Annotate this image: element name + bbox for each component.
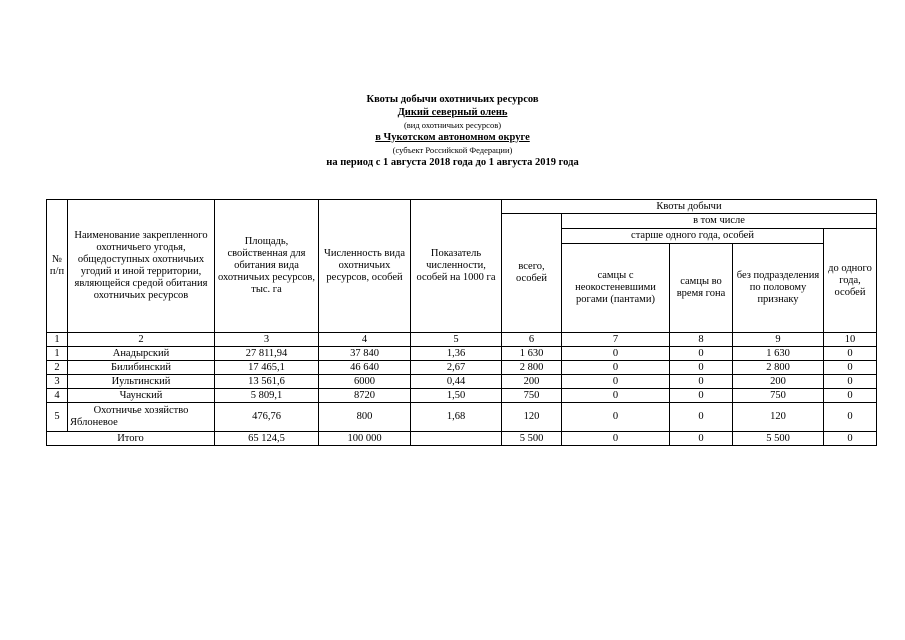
row-population: 8720 (319, 389, 411, 403)
table-row (47, 389, 877, 403)
totals-total: 5 500 (502, 432, 562, 446)
row-c7: 0 (562, 361, 670, 375)
row-population: 800 (319, 403, 411, 432)
header-no-sex: без подразделения по половому признаку (733, 244, 824, 333)
quota-table (46, 199, 877, 446)
row-density: 2,67 (411, 361, 502, 375)
row-c10: 0 (824, 347, 877, 361)
totals-c9: 5 500 (733, 432, 824, 446)
row-c10: 0 (824, 375, 877, 389)
column-number-row (47, 333, 877, 347)
totals-c8: 0 (670, 432, 733, 446)
document-header (0, 94, 905, 169)
totals-population: 100 000 (319, 432, 411, 446)
table-row (47, 375, 877, 389)
row-c7: 0 (562, 403, 670, 432)
col-number: 9 (733, 333, 824, 347)
totals-label: Итого (47, 432, 215, 446)
header-under-year: до одного года, особей (824, 229, 877, 333)
row-c8: 0 (670, 403, 733, 432)
header-males-rut: самцы во время гона (670, 244, 733, 333)
col-number: 7 (562, 333, 670, 347)
row-c8: 0 (670, 389, 733, 403)
col-number: 3 (215, 333, 319, 347)
row-name: Билибинский (68, 361, 215, 375)
row-num: 3 (47, 375, 68, 389)
col-number: 8 (670, 333, 733, 347)
row-name: Иультинский (68, 375, 215, 389)
totals-row (47, 432, 877, 446)
region-name: в Чукотском автономном округе (375, 131, 530, 143)
header-total: всего, особей (502, 214, 562, 333)
row-density: 1,68 (411, 403, 502, 432)
region-caption: (субъект Российской Федерации) (392, 145, 513, 155)
header-population: Численность вида охотничьих ресурсов, особей (319, 200, 411, 333)
row-population: 6000 (319, 375, 411, 389)
col-number: 10 (824, 333, 877, 347)
row-c9: 2 800 (733, 361, 824, 375)
row-name: Чаунский (68, 389, 215, 403)
row-c8: 0 (670, 361, 733, 375)
table-row (47, 361, 877, 375)
row-c8: 0 (670, 375, 733, 389)
row-c7: 0 (562, 375, 670, 389)
header-area: Площадь, свойственная для обитания вида охотничьих ресурсов, тыс. га (215, 200, 319, 333)
col-number: 1 (47, 333, 68, 347)
totals-density (411, 432, 502, 446)
row-c9: 1 630 (733, 347, 824, 361)
row-c8: 0 (670, 347, 733, 361)
header-males-antlers: самцы с неокостеневшими рогами (пантами) (562, 244, 670, 333)
row-total: 200 (502, 375, 562, 389)
row-population: 37 840 (319, 347, 411, 361)
header-older: старше одного года, особей (562, 229, 824, 244)
row-population: 46 640 (319, 361, 411, 375)
row-area: 476,76 (215, 403, 319, 432)
totals-c7: 0 (562, 432, 670, 446)
row-area: 5 809,1 (215, 389, 319, 403)
row-c7: 0 (562, 347, 670, 361)
row-total: 1 630 (502, 347, 562, 361)
totals-area: 65 124,5 (215, 432, 319, 446)
row-num: 4 (47, 389, 68, 403)
header-row-1 (47, 200, 877, 214)
header-num: № п/п (47, 200, 68, 333)
header-density: Показатель численности, особей на 1000 га (411, 200, 502, 333)
row-density: 1,50 (411, 389, 502, 403)
row-c10: 0 (824, 389, 877, 403)
row-density: 0,44 (411, 375, 502, 389)
row-c9: 750 (733, 389, 824, 403)
header-name: Наименование закрепленного охотничьего угодья, общедоступных охотничьих угодий и иной территории, являющейся средой обитания охотничьих ресурсов (68, 200, 215, 333)
row-c10: 0 (824, 403, 877, 432)
row-c10: 0 (824, 361, 877, 375)
row-num: 5 (47, 403, 68, 432)
table-row (47, 347, 877, 361)
row-name: Охотничье хозяйство Яблоневое (68, 403, 215, 432)
row-num: 1 (47, 347, 68, 361)
row-num: 2 (47, 361, 68, 375)
table-row (47, 403, 877, 432)
row-area: 27 811,94 (215, 347, 319, 361)
row-density: 1,36 (411, 347, 502, 361)
row-total: 750 (502, 389, 562, 403)
row-total: 120 (502, 403, 562, 432)
row-area: 17 465,1 (215, 361, 319, 375)
row-c7: 0 (562, 389, 670, 403)
species-caption: (вид охотничьих ресурсов) (403, 120, 502, 130)
row-c9: 200 (733, 375, 824, 389)
col-number: 6 (502, 333, 562, 347)
header-including: в том числе (562, 214, 877, 229)
row-area: 13 561,6 (215, 375, 319, 389)
col-number: 5 (411, 333, 502, 347)
col-number: 2 (68, 333, 215, 347)
col-number: 4 (319, 333, 411, 347)
row-total: 2 800 (502, 361, 562, 375)
period-line: на период с 1 августа 2018 года до 1 августа 2019 года (326, 156, 579, 168)
species-name: Дикий северный олень (397, 106, 508, 118)
header-quota: Квоты добычи (502, 200, 877, 214)
row-name: Анадырский (68, 347, 215, 361)
document-title: Квоты добычи охотничьих ресурсов (366, 94, 539, 105)
totals-c10: 0 (824, 432, 877, 446)
row-c9: 120 (733, 403, 824, 432)
